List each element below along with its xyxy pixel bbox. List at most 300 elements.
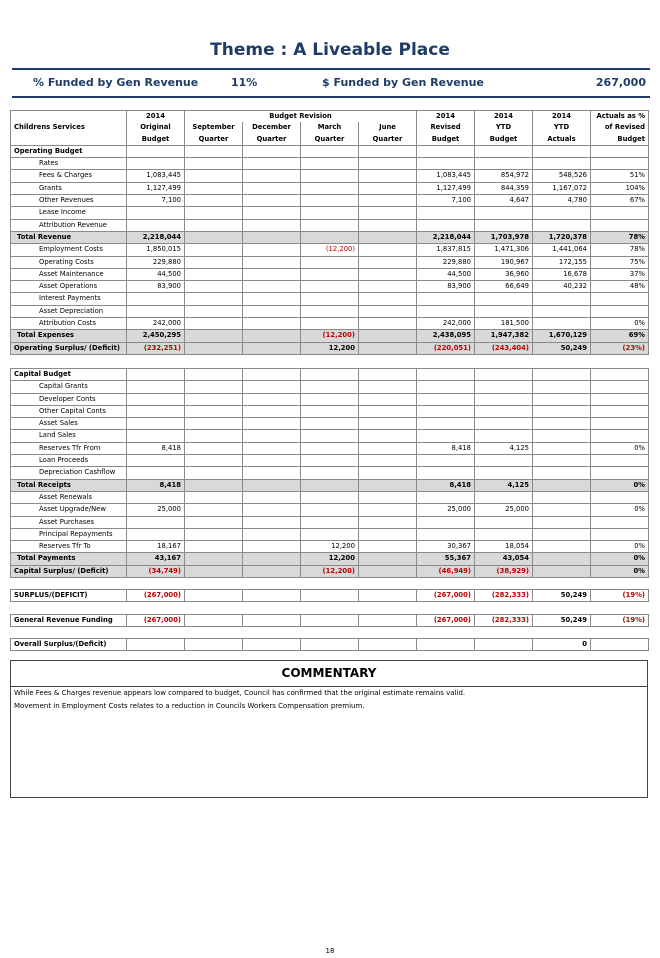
table-cell: 1,670,129 [533, 330, 591, 342]
table-cell: 12,200 [301, 541, 359, 553]
table-cell [301, 467, 359, 479]
table-cell [533, 491, 591, 503]
table-cell: (19%) [591, 615, 649, 627]
table-cell [591, 491, 649, 503]
table-cell: 67% [591, 195, 649, 207]
row-label: Asset Depreciation [11, 305, 127, 317]
table-cell [359, 256, 417, 268]
table-cell [185, 170, 243, 182]
table-cell [243, 231, 301, 243]
table-cell [243, 182, 301, 194]
table-cell: 172,155 [533, 256, 591, 268]
table-cell: 7,100 [417, 195, 475, 207]
table-cell [301, 219, 359, 231]
table-row [11, 195, 649, 207]
row-label: Reserves Tfr From [11, 442, 127, 454]
table-cell [475, 516, 533, 528]
table-cell [417, 418, 475, 430]
row-label: Asset Upgrade/New [11, 504, 127, 516]
table-row [11, 381, 649, 393]
table-cell [185, 430, 243, 442]
table-cell [243, 281, 301, 293]
table-cell [475, 528, 533, 540]
header-cell: of Revised [591, 122, 649, 133]
header-cell: 2014 [475, 111, 533, 123]
table-cell [359, 541, 417, 553]
table-cell [475, 418, 533, 430]
table-cell [243, 590, 301, 602]
commentary-line: Movement in Employment Costs relates to a reduction in Councils Workers Compensation premium. [14, 702, 365, 710]
table-cell [185, 615, 243, 627]
header-row-1 [11, 111, 649, 123]
table-cell [417, 430, 475, 442]
table-cell [185, 231, 243, 243]
table-cell [127, 207, 185, 219]
table-cell [475, 430, 533, 442]
table-cell: 8,418 [127, 442, 185, 454]
table-cell: 66,649 [475, 281, 533, 293]
table-cell: (12,200) [301, 330, 359, 342]
table-cell: 4,647 [475, 195, 533, 207]
table-cell [301, 293, 359, 305]
table-cell [185, 479, 243, 491]
header-cell: YTD [475, 122, 533, 133]
row-label: Reserves Tfr To [11, 541, 127, 553]
table-cell [533, 381, 591, 393]
header-cell: 2014 [417, 111, 475, 123]
row-label: Total Payments [11, 553, 127, 565]
table-cell [185, 565, 243, 577]
table-cell [417, 219, 475, 231]
row-label: Attribution Revenue [11, 219, 127, 231]
table-cell [591, 393, 649, 405]
table-cell: (220,051) [417, 342, 475, 354]
table-cell [243, 491, 301, 503]
table-cell: 0% [591, 442, 649, 454]
table-cell [301, 528, 359, 540]
table-cell: 0 [533, 639, 591, 651]
table-cell [127, 145, 185, 157]
row-label: General Revenue Funding [11, 615, 127, 627]
table-cell [243, 330, 301, 342]
table-cell [127, 455, 185, 467]
table-cell [359, 528, 417, 540]
header-cell: Budget [127, 134, 185, 146]
table-row [11, 158, 649, 170]
table-cell [359, 219, 417, 231]
table-cell [359, 479, 417, 491]
table-row [11, 231, 649, 243]
row-label: Grants [11, 182, 127, 194]
table-cell [533, 565, 591, 577]
table-row [11, 281, 649, 293]
table-row [11, 405, 649, 417]
table-cell: 2,218,044 [417, 231, 475, 243]
table-cell [185, 504, 243, 516]
header-cell [11, 134, 127, 146]
table-cell [301, 455, 359, 467]
overall-surplus-table [10, 638, 649, 651]
table-cell [127, 467, 185, 479]
table-cell [301, 615, 359, 627]
row-label: Overall Surplus/(Deficit) [11, 639, 127, 651]
row-label: Asset Maintenance [11, 268, 127, 280]
table-cell [301, 639, 359, 651]
table-cell [533, 553, 591, 565]
table-cell: 0% [591, 479, 649, 491]
table-cell [301, 418, 359, 430]
table-cell [533, 393, 591, 405]
table-cell [417, 369, 475, 381]
table-cell: 1,837,815 [417, 244, 475, 256]
table-cell [243, 516, 301, 528]
row-label: Total Revenue [11, 231, 127, 243]
table-cell: (267,000) [417, 615, 475, 627]
table-cell [417, 381, 475, 393]
table-cell [591, 418, 649, 430]
table-cell [591, 145, 649, 157]
page-number: 18 [325, 947, 335, 955]
header-budget-revision: Budget Revision [185, 111, 417, 123]
table-cell [359, 268, 417, 280]
table-cell [591, 405, 649, 417]
header-cell: Quarter [359, 134, 417, 146]
table-cell: 18,054 [475, 541, 533, 553]
table-cell: 51% [591, 170, 649, 182]
table-cell [359, 405, 417, 417]
table-cell [243, 639, 301, 651]
dollar-funded-value: 267,000 [595, 76, 646, 89]
table-cell: 181,500 [475, 318, 533, 330]
table-row [11, 516, 649, 528]
row-label: Operating Budget [11, 145, 127, 157]
header-cell: June [359, 122, 417, 133]
table-cell [417, 528, 475, 540]
table-cell [533, 207, 591, 219]
table-cell [185, 393, 243, 405]
table-cell: 1,720,378 [533, 231, 591, 243]
table-cell [417, 639, 475, 651]
table-cell [127, 305, 185, 317]
table-cell [243, 615, 301, 627]
table-cell: 548,526 [533, 170, 591, 182]
table-cell [591, 430, 649, 442]
header-cell: Budget [591, 134, 649, 146]
header-cell: December [243, 122, 301, 133]
table-cell: (282,333) [475, 615, 533, 627]
table-row [11, 479, 649, 491]
header-cell: 2014 [127, 111, 185, 123]
header-cell [11, 111, 127, 123]
table-cell: 18,167 [127, 541, 185, 553]
table-cell [533, 318, 591, 330]
table-cell [127, 516, 185, 528]
table-cell [533, 145, 591, 157]
table-cell: (38,929) [475, 565, 533, 577]
table-cell [243, 268, 301, 280]
table-cell [359, 158, 417, 170]
table-cell: 0% [591, 504, 649, 516]
table-cell [301, 491, 359, 503]
table-cell [243, 553, 301, 565]
table-cell: 4,780 [533, 195, 591, 207]
table-row [11, 491, 649, 503]
row-label: Total Expenses [11, 330, 127, 342]
table-cell: (282,333) [475, 590, 533, 602]
table-cell [185, 528, 243, 540]
table-cell: 43,167 [127, 553, 185, 565]
row-label: Lease Income [11, 207, 127, 219]
table-cell [127, 528, 185, 540]
table-cell: 0% [591, 541, 649, 553]
table-cell: (267,000) [417, 590, 475, 602]
table-row [11, 342, 649, 354]
table-cell [301, 516, 359, 528]
table-cell [301, 442, 359, 454]
table-cell [475, 405, 533, 417]
row-label: Fees & Charges [11, 170, 127, 182]
table-cell [127, 430, 185, 442]
table-cell: 30,367 [417, 541, 475, 553]
table-cell: 2,218,044 [127, 231, 185, 243]
table-row [11, 219, 649, 231]
table-cell [475, 467, 533, 479]
table-cell [475, 455, 533, 467]
table-cell: 69% [591, 330, 649, 342]
table-cell [533, 516, 591, 528]
table-cell [591, 516, 649, 528]
row-label: Other Capital Conts [11, 405, 127, 417]
header-cell: Original [127, 122, 185, 133]
table-cell [359, 231, 417, 243]
table-cell [243, 467, 301, 479]
row-label: Asset Operations [11, 281, 127, 293]
table-cell: 48% [591, 281, 649, 293]
table-cell: 854,972 [475, 170, 533, 182]
header-cell: September [185, 122, 243, 133]
table-cell: 25,000 [475, 504, 533, 516]
table-cell: 50,249 [533, 590, 591, 602]
table-cell [533, 479, 591, 491]
table-cell [301, 318, 359, 330]
row-label: Land Sales [11, 430, 127, 442]
table-cell: (12,200) [301, 244, 359, 256]
table-cell [185, 418, 243, 430]
capital-budget-table [10, 368, 649, 578]
table-cell [243, 504, 301, 516]
table-cell [359, 318, 417, 330]
row-label: Asset Purchases [11, 516, 127, 528]
table-cell [533, 467, 591, 479]
table-cell [127, 639, 185, 651]
table-cell: 0% [591, 565, 649, 577]
table-cell: 43,054 [475, 553, 533, 565]
table-cell [185, 553, 243, 565]
row-label: Other Revenues [11, 195, 127, 207]
table-cell [533, 442, 591, 454]
page-title: Theme : A Liveable Place [210, 40, 450, 60]
table-row [11, 393, 649, 405]
table-cell [301, 381, 359, 393]
table-cell: 242,000 [127, 318, 185, 330]
table-cell: 1,703,978 [475, 231, 533, 243]
table-cell [185, 293, 243, 305]
table-cell [301, 256, 359, 268]
table-cell [359, 491, 417, 503]
table-cell [359, 393, 417, 405]
table-cell: 25,000 [417, 504, 475, 516]
table-cell [533, 528, 591, 540]
table-cell [591, 207, 649, 219]
table-cell [185, 195, 243, 207]
table-cell [301, 479, 359, 491]
funding-divider [12, 96, 650, 98]
table-cell: 2,450,295 [127, 330, 185, 342]
table-cell [359, 369, 417, 381]
overall-surplus-row [11, 639, 649, 651]
header-cell: Revised [417, 122, 475, 133]
table-cell [185, 207, 243, 219]
table-cell [359, 590, 417, 602]
table-cell [185, 342, 243, 354]
table-cell [243, 342, 301, 354]
table-row [11, 170, 649, 182]
operating-budget-table [10, 110, 649, 355]
table-cell: 229,880 [127, 256, 185, 268]
header-row-3 [11, 134, 649, 146]
general-revenue-row [11, 615, 649, 627]
table-cell [417, 393, 475, 405]
table-cell [243, 207, 301, 219]
row-label: Capital Budget [11, 369, 127, 381]
table-cell [301, 145, 359, 157]
table-cell [359, 342, 417, 354]
table-cell [417, 293, 475, 305]
table-cell [591, 467, 649, 479]
row-label: Depreciation Cashflow [11, 467, 127, 479]
table-cell [185, 442, 243, 454]
table-cell [533, 405, 591, 417]
table-cell [417, 516, 475, 528]
table-cell [185, 330, 243, 342]
commentary-box [10, 660, 648, 798]
table-cell [359, 281, 417, 293]
table-cell [127, 393, 185, 405]
table-cell [475, 158, 533, 170]
table-cell [475, 393, 533, 405]
table-cell [591, 219, 649, 231]
header-cell: March [301, 122, 359, 133]
table-row [11, 442, 649, 454]
table-cell [359, 504, 417, 516]
table-cell: 4,125 [475, 442, 533, 454]
table-cell [243, 430, 301, 442]
table-cell [475, 491, 533, 503]
table-cell [185, 467, 243, 479]
table-cell [591, 158, 649, 170]
table-cell [301, 207, 359, 219]
row-label: Principal Repayments [11, 528, 127, 540]
table-cell [591, 455, 649, 467]
table-cell [243, 455, 301, 467]
table-cell [301, 405, 359, 417]
table-cell: 55,367 [417, 553, 475, 565]
table-cell [185, 381, 243, 393]
row-label: Employment Costs [11, 244, 127, 256]
table-cell [127, 405, 185, 417]
commentary-line: While Fees & Charges revenue appears low compared to budget, Council has confirmed that the original estimate remains valid. [14, 689, 466, 697]
table-cell [533, 219, 591, 231]
table-cell [301, 504, 359, 516]
header-cell: Quarter [301, 134, 359, 146]
table-row [11, 541, 649, 553]
table-cell: 4,125 [475, 479, 533, 491]
commentary-title: COMMENTARY [11, 661, 647, 687]
table-cell: (19%) [591, 590, 649, 602]
table-cell [301, 305, 359, 317]
table-row [11, 182, 649, 194]
table-cell [359, 467, 417, 479]
table-cell [185, 455, 243, 467]
table-cell: 8,418 [417, 479, 475, 491]
row-label: Operating Surplus/ (Deficit) [11, 342, 127, 354]
table-cell [359, 381, 417, 393]
table-cell [243, 565, 301, 577]
table-cell [359, 565, 417, 577]
table-cell: 1,471,306 [475, 244, 533, 256]
table-cell: 44,500 [417, 268, 475, 280]
table-row [11, 305, 649, 317]
table-cell [359, 207, 417, 219]
table-cell: 36,960 [475, 268, 533, 280]
table-cell [359, 195, 417, 207]
table-row [11, 268, 649, 280]
surplus-table [10, 589, 649, 602]
table-cell [359, 293, 417, 305]
table-cell [185, 305, 243, 317]
table-cell [301, 369, 359, 381]
table-cell [475, 145, 533, 157]
header-cell: 2014 [533, 111, 591, 123]
row-label: Loan Proceeds [11, 455, 127, 467]
table-cell [533, 369, 591, 381]
table-cell [301, 170, 359, 182]
table-cell [533, 158, 591, 170]
header-cell: Budget [475, 134, 533, 146]
header-section-title: Childrens Services [11, 122, 127, 133]
table-cell [127, 491, 185, 503]
header-cell: Quarter [185, 134, 243, 146]
table-cell [475, 219, 533, 231]
table-cell [533, 293, 591, 305]
table-cell [359, 170, 417, 182]
table-row [11, 455, 649, 467]
table-cell [243, 170, 301, 182]
pct-funded-value: 11% [231, 76, 258, 89]
table-cell [533, 541, 591, 553]
table-row [11, 207, 649, 219]
table-cell: 7,100 [127, 195, 185, 207]
table-cell [359, 553, 417, 565]
table-cell [243, 393, 301, 405]
table-row [11, 244, 649, 256]
table-cell: 16,678 [533, 268, 591, 280]
table-cell [359, 615, 417, 627]
table-row [11, 293, 649, 305]
table-cell: (267,000) [127, 590, 185, 602]
table-cell: (232,251) [127, 342, 185, 354]
table-cell [185, 145, 243, 157]
